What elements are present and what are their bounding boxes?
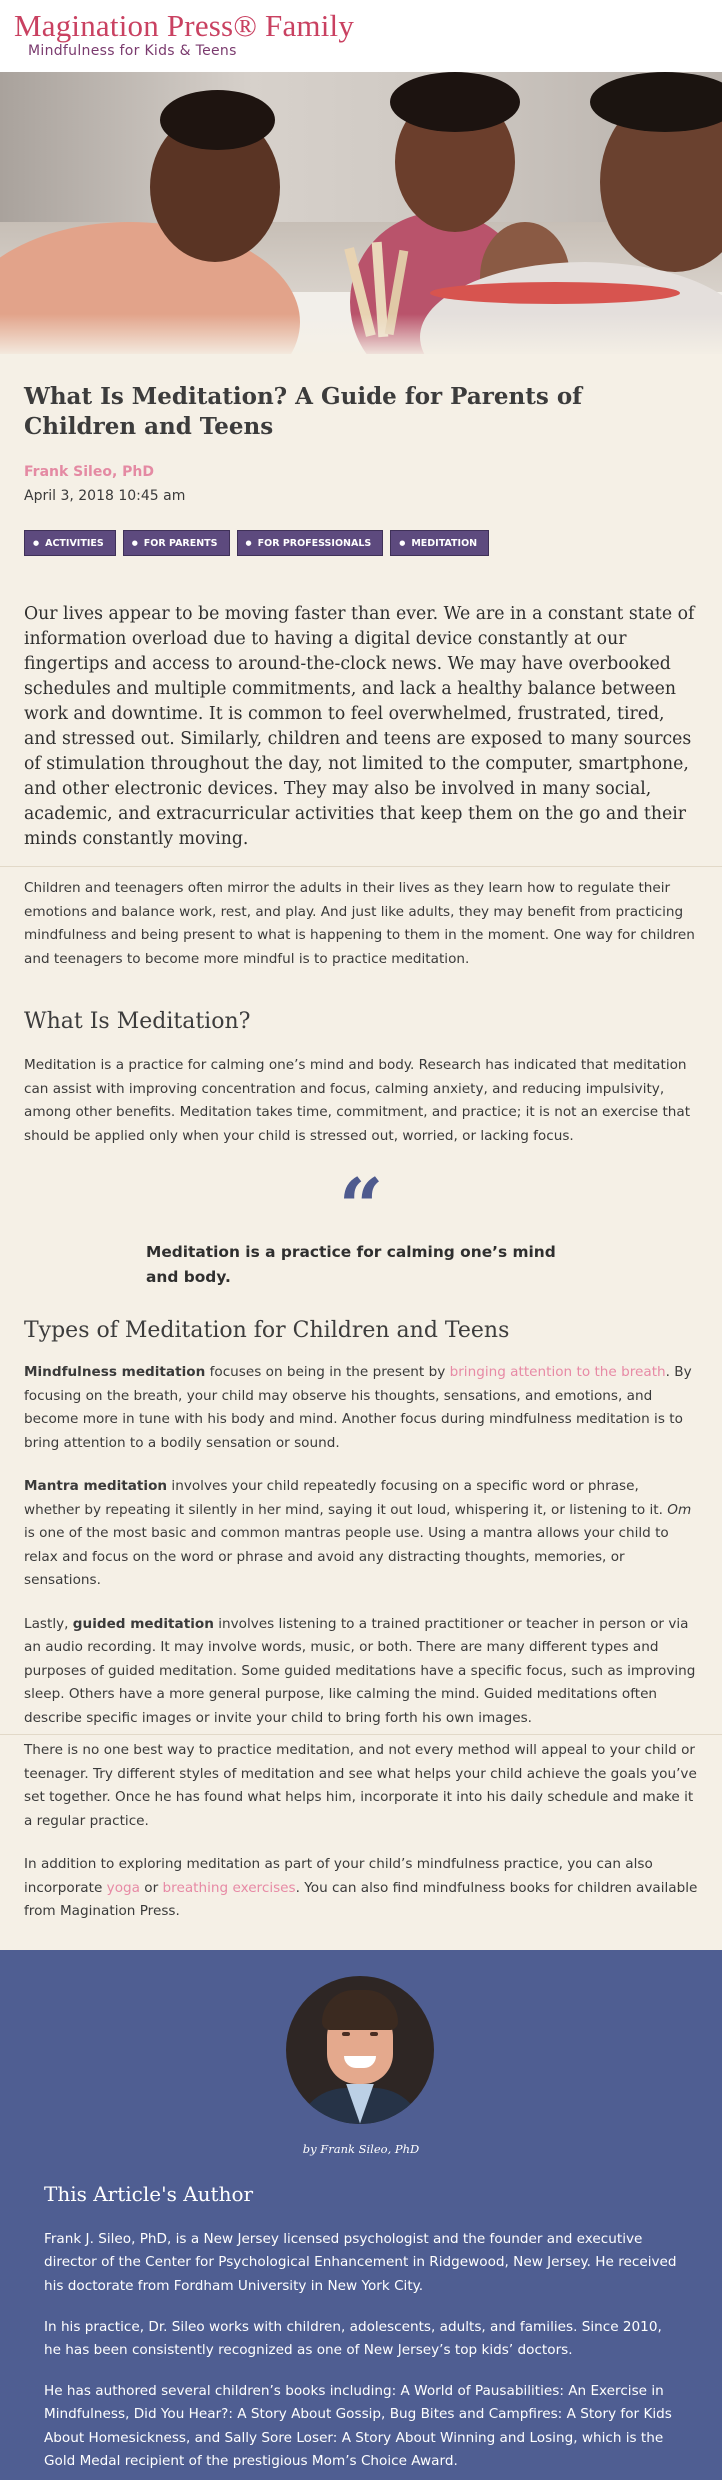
article-title: What Is Meditation? A Guide for Parents of Children and Teens <box>24 383 583 440</box>
article <box>0 354 722 1950</box>
author-bio-3: He has authored several children’s books including: A World of Pausabilities: An Exercise in Mindfulness, Did You Hear?: A Story About Gossip, Bug Bites and Campfires: A Story for Kids About Homesickness, and Sally Sore Loser: A Story About Winning and Losing, which is the Gold Medal recipient of the prestigious Mom’s Choice Award. <box>44 2382 672 2469</box>
mantra-term: Mantra meditation <box>24 1478 168 1494</box>
site-header <box>0 0 722 72</box>
logo-title: Magination Press® Family <box>14 8 355 43</box>
breath-link[interactable]: bringing attention to the breath <box>449 1364 666 1380</box>
mindfulness-term: Mindfulness meditation <box>24 1364 206 1380</box>
tag-meditation[interactable]: ● MEDITATION <box>390 530 489 556</box>
tag-for-professionals[interactable]: ● FOR PROFESSIONALS <box>237 530 384 556</box>
tag-activities[interactable]: ● ACTIVITIES <box>24 530 116 556</box>
heading-what-is-meditation: What Is Meditation? <box>24 1009 251 1034</box>
logo-subtitle: Mindfulness for Kids & Teens <box>28 43 237 59</box>
article-date: April 3, 2018 10:45 am <box>24 488 186 504</box>
quote-icon: “ <box>338 1162 384 1253</box>
author-box <box>0 1950 722 2480</box>
author-avatar <box>286 1976 434 2124</box>
explore-paragraph: In addition to exploring meditation as part of your child’s mindfulness practice, you can also incorporate yoga or breathing exercises. You can also find mindfulness books for children available from Magination Press. <box>24 1856 698 1919</box>
author-bio-1: Frank J. Sileo, PhD, is a New Jersey licensed psychologist and the founder and executive director of the Center for Psychological Enhancement in Ridgewood, New Jersey. He received his doctorate from Fordham University in New York City. <box>44 2230 677 2294</box>
what-is-meditation-paragraph: Meditation is a practice for calming one’s mind and body. Research has indicated that meditation can assist with improving concentration and focus, calming anxiety, and reducing impulsivity, among other benefits. Meditation takes time, commitment, and practice; it is not an exercise that should be applied only when your child is stressed out, worried, or lacking focus. <box>24 1057 691 1144</box>
article-author-link[interactable]: Frank Sileo, PhD <box>24 464 155 480</box>
author-bio-2: In his practice, Dr. Sileo works with children, adolescents, adults, and families. Since 2010, he has been consistently recognized as one of New Jersey’s top kids’ doctors. <box>44 2318 662 2358</box>
intro-paragraph: Children and teenagers often mirror the adults in their lives as they learn how to regulate their emotions and balance work, rest, and play. And just like adults, they may benefit from practicing mindfulness and being present to what is happening to them in the moment. One way for children and teenagers to become more mindful is to practice meditation. <box>24 880 695 967</box>
avatar-caption: by Frank Sileo, PhD <box>302 2141 420 2156</box>
pull-quote: Meditation is a practice for calming one’s mind and body. <box>146 1243 556 1286</box>
lead-paragraph: Our lives appear to be moving faster than ever. We are in a constant state of information overload due to having a digital device constantly at our fingertips and access to around-the-clock news. We may have overbooked schedules and multiple commitments, and lack a healthy balance between work and downtime. It is common to feel overwhelmed, frustrated, tired, and stressed out. Similarly, children and teens are exposed to many sources of stimulation throughout the day, not limited to the computer, smartphone, and other electronic devices. They may also be involved in many social, academic, and extracurricular activities that keep them on the go and their minds constantly moving. <box>24 604 695 849</box>
author-box-title: This Article's Author <box>44 2181 254 2206</box>
om-term: Om <box>667 1501 692 1518</box>
tag-list <box>0 504 722 556</box>
best-way-paragraph: There is no one best way to practice meditation, and not every method will appeal to your child or teenager. Try different styles of meditation and see what helps your child achieve the goals you’ve set together. Once he has found what helps him, incorporate it into his daily schedule and make it a regular practice. <box>24 1742 697 1829</box>
tag-for-parents[interactable]: ● FOR PARENTS <box>123 530 230 556</box>
heading-types-of-meditation: Types of Meditation for Children and Teens <box>24 1318 510 1343</box>
mindfulness-paragraph: Mindfulness meditation focuses on being in the present by bringing attention to the breath. By focusing on the breath, your child may observe his thoughts, sensations, and emotions, and become more in tune with his body and mind. Another focus during mindfulness meditation is to bring attention to a bodily sensation or sound. <box>24 1364 692 1451</box>
guided-term: guided meditation <box>72 1615 214 1632</box>
yoga-link[interactable]: yoga <box>106 1879 140 1896</box>
guided-paragraph: Lastly, guided meditation involves listening to a trained practitioner or teacher in person or via an audio recording. It may involve words, music, or both. There are many different types and purposes of guided meditation. Some guided meditations have a specific focus, such as improving sleep. Others have a more general purpose, like calming the mind. Guided meditations often describe specific images or invite your child to bring forth his own images. <box>24 1615 696 1726</box>
breathing-exercises-link[interactable]: breathing exercises <box>162 1879 296 1896</box>
hero-image <box>0 72 722 354</box>
mantra-paragraph: Mantra meditation involves your child repeatedly focusing on a specific word or phrase, whether by repeating it silently in her mind, saying it out loud, whispering it, or listening to it. Om is one of the most basic and common mantras people use. Using a mantra allows your child to relax and focus on the word or phrase and avoid any distracting thoughts, memories, or sensations. <box>24 1478 692 1588</box>
site-logo[interactable] <box>14 10 354 59</box>
